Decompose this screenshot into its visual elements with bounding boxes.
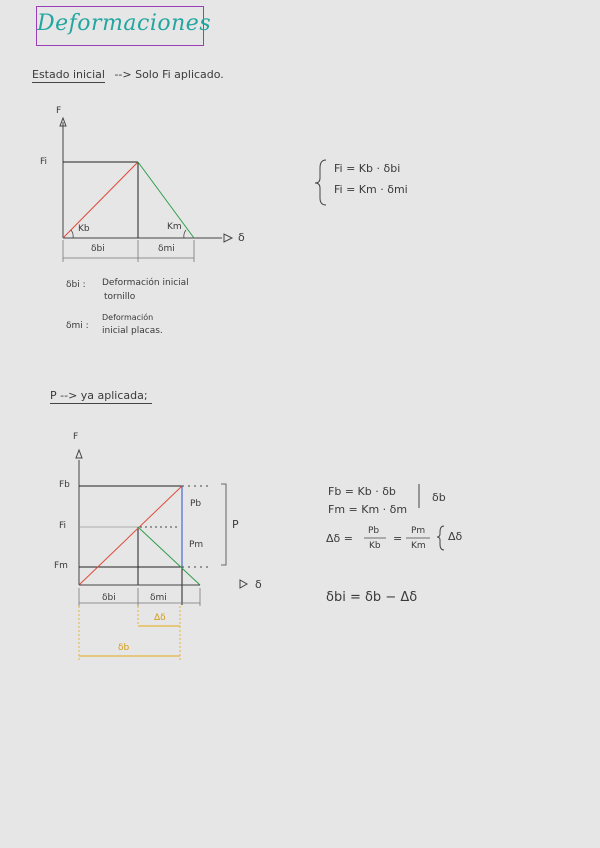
s1-def1-sym: δbi : [66, 280, 86, 290]
s2-eq3-brace-label: Δδ [448, 530, 463, 543]
s2-pb-label: Pb [190, 499, 202, 509]
s2-eq3-frac2-num: Pm [411, 526, 426, 536]
s2-p-label: P [232, 518, 239, 531]
s1-def1-line1: Deformación inicial [102, 278, 189, 288]
s1-eq1: Fi = Kb · δbi [334, 162, 401, 175]
s2-eq1: Fb = Kb · δb [328, 485, 396, 498]
section1-heading-suffix: --> Solo Fi aplicado. [114, 68, 224, 81]
s1-fi-label: Fi [40, 157, 48, 167]
s2-dmi-label: δmi [150, 593, 167, 603]
s1-dbi-label: δbi [91, 244, 105, 254]
s2-x-arrow [240, 580, 247, 588]
s1-dmi-label: δmi [158, 244, 175, 254]
s2-eq3-eq: = [393, 532, 403, 545]
s1-kb-label: Kb [78, 224, 90, 234]
s2-delta-label: Δδ [154, 613, 166, 623]
s2-eq3-frac1-num: Pb [368, 526, 380, 536]
s2-dbi-label: δbi [102, 593, 116, 603]
s1-eq2: Fi = Km · δmi [334, 183, 408, 196]
page-title: Deformaciones [37, 11, 212, 36]
s2-eq4: δbi = δb − Δδ [326, 590, 418, 605]
s2-plate-line [138, 527, 200, 585]
s2-eq-brace2 [437, 526, 444, 550]
section1-heading: Estado inicial [32, 68, 105, 81]
s2-eq2: Fm = Km · δm [328, 503, 408, 516]
s2-p-bracket [221, 484, 226, 565]
s2-axis-x-label: δ [255, 578, 262, 591]
s1-def2-line1: Deformación [102, 313, 154, 322]
s1-def1-line2: tornillo [104, 292, 136, 302]
s2-y-arrow [76, 450, 82, 458]
s2-axis-y-label: F [73, 432, 79, 442]
s1-def2-sym: δmi : [66, 321, 89, 331]
s2-pm-label: Pm [189, 540, 204, 550]
s1-axis-x-label: δ [238, 231, 245, 244]
s1-def2-line2: inicial placas. [102, 326, 163, 336]
s2-eq3-frac1-den: Kb [369, 541, 381, 551]
s2-fb-label: Fb [59, 480, 70, 490]
section2-heading: P --> ya aplicada; [50, 389, 152, 404]
s2-fm-label: Fm [54, 561, 68, 571]
s2-db-label: δb [118, 643, 130, 653]
s2-eq3-frac2-den: Km [411, 541, 426, 551]
s2-eq3-lhs: Δδ = [326, 532, 353, 545]
s2-bolt-line [79, 486, 182, 585]
s2-fi-label: Fi [59, 521, 67, 531]
s1-km-label: Km [167, 222, 182, 232]
s2-eq-brace-label: δb [432, 491, 446, 504]
s1-axis-y-label: F [56, 106, 62, 116]
